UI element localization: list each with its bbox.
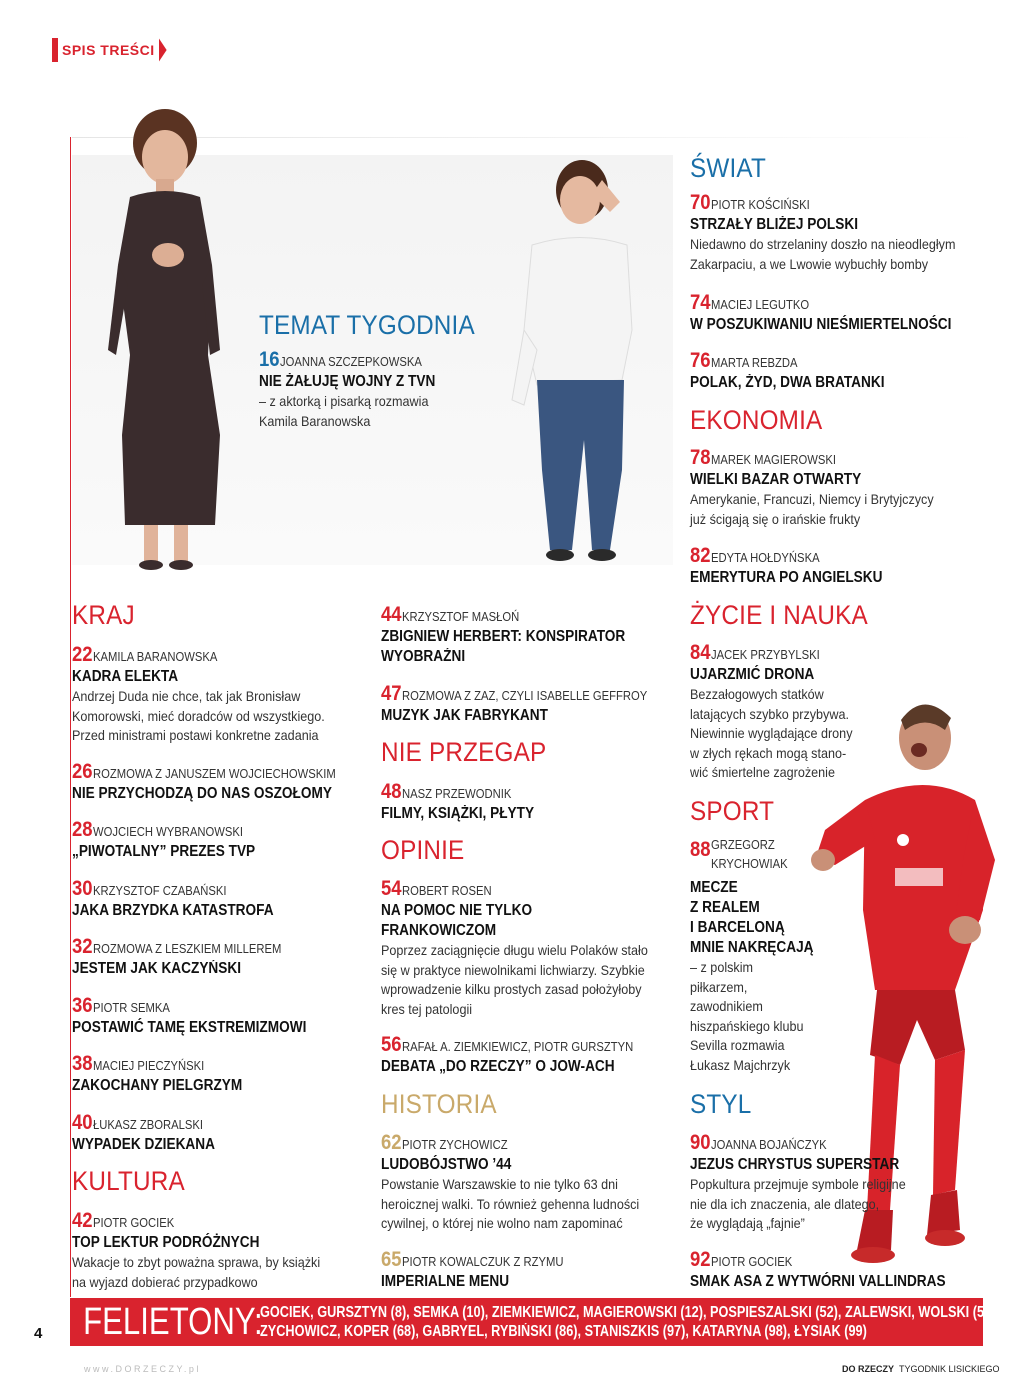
- page-number: 30: [72, 877, 93, 900]
- page-number-footer: 4: [34, 1325, 43, 1342]
- page-number: 32: [72, 935, 93, 958]
- section-title-sport: SPORT: [690, 796, 775, 826]
- brand-subtitle: TYGODNIK LISICKIEGO: [899, 1364, 1000, 1374]
- article-desc-line: nie dla ich znaczenia, ale dlatego,: [690, 1195, 880, 1212]
- author: KAMILA BARANOWSKA: [93, 650, 218, 664]
- toc-entry-54[interactable]: [381, 879, 678, 1019]
- article-title: MECZE: [690, 879, 738, 896]
- author: ROZMOWA Z ZAZ, CZYLI ISABELLE GEFFROY: [402, 689, 648, 703]
- author: PIOTR GOCIEK: [711, 1255, 793, 1269]
- toc-entry-56[interactable]: [381, 1035, 659, 1077]
- article-desc-line: Sevilla rozmawia: [690, 1037, 785, 1053]
- article-title: WIELKI BAZAR OTWARTY: [690, 471, 862, 488]
- section-title-historia: HISTORIA: [381, 1089, 497, 1119]
- page-number: 65: [381, 1248, 402, 1271]
- section-title-kultura: KULTURA: [72, 1166, 185, 1196]
- felietony-label: FELIETONY:: [83, 1300, 263, 1343]
- page-number: 74: [690, 291, 711, 314]
- article-desc-line: wić śmiertelne zagrożenie: [690, 764, 835, 780]
- author: KRZYSZTOF MASŁOŃ: [402, 610, 520, 624]
- header-bar-left: [52, 38, 58, 62]
- article-title: TOP LEKTUR PODRÓŻNYCH: [72, 1234, 260, 1251]
- page-number: 26: [72, 760, 93, 783]
- author: WOJCIECH WYBRANOWSKI: [93, 825, 244, 839]
- article-desc-line: zawodnikiem: [690, 998, 763, 1014]
- toc-entry-84[interactable]: [690, 643, 871, 783]
- author: ROBERT ROSEN: [402, 884, 492, 898]
- author: KRYCHOWIAK: [711, 857, 789, 871]
- toc-entry-92[interactable]: [690, 1250, 980, 1292]
- author: GRZEGORZ: [711, 838, 776, 852]
- toc-entry-65[interactable]: [381, 1250, 582, 1292]
- page-number: 38: [72, 1052, 93, 1075]
- article-desc-line: na wyjazd dobierać przypadkowo: [72, 1273, 258, 1290]
- page-number: 16: [259, 348, 280, 371]
- page-number: 70: [690, 191, 711, 214]
- toc-entry-78[interactable]: [690, 448, 961, 529]
- toc-entry-76[interactable]: [690, 351, 911, 393]
- article-desc-line: Powstanie Warszawskie to nie tylko 63 dni: [381, 1176, 618, 1192]
- brand-name: DO RZECZY: [842, 1364, 895, 1374]
- article-title: NIE PRZYCHODZĄ DO NAS OSZOŁOMY: [72, 785, 332, 802]
- toc-entry-30[interactable]: [72, 879, 301, 921]
- page-number: 42: [72, 1209, 93, 1232]
- toc-entry-40[interactable]: [72, 1113, 234, 1155]
- article-title: STRZAŁY BLIŻEJ POLSKI: [690, 216, 858, 233]
- page-number: 78: [690, 446, 711, 469]
- author: PIOTR KOŚCIŃSKI: [711, 198, 811, 212]
- article-desc-line: Komorowski, mieć doradców od wszystkiego.: [72, 707, 325, 724]
- article-desc-line: się w praktyce niewolnikami lichwiarzy. Szybkie: [381, 961, 645, 978]
- toc-entry-74[interactable]: [690, 293, 987, 335]
- article-title: EMERYTURA PO ANGIELSKU: [690, 569, 883, 586]
- article-title: ZAKOCHANY PIELGRZYM: [72, 1077, 243, 1094]
- article-desc-line: już ścigają się o irańskie frukty: [690, 510, 861, 527]
- article-title: Z REALEM: [690, 899, 760, 916]
- article-desc-line: w złych rękach mogą stano-: [690, 744, 847, 761]
- article-title: DEBATA „DO RZECZY” O JOW-ACH: [381, 1058, 615, 1075]
- article-desc-line: Kamila Baranowska: [259, 412, 371, 429]
- author: JOANNA BOJAŃCZYK: [711, 1138, 828, 1152]
- article-desc-line: Poprzez zaciągnięcie długu wielu Polaków stało: [381, 942, 648, 958]
- article-desc-line: Łukasz Majchrzyk: [690, 1056, 791, 1073]
- article-title: JAKA BRZYDKA KATASTROFA: [72, 902, 274, 919]
- header-label: SPIS TREŚCI: [62, 42, 155, 58]
- page-number: 22: [72, 643, 93, 666]
- article-desc-line: kres tej patologii: [381, 1000, 473, 1017]
- page-number: 40: [72, 1111, 93, 1134]
- article-title: MNIE NAKRĘCAJĄ: [690, 939, 814, 956]
- article-title: ZBIGNIEW HERBERT: KONSPIRATOR: [381, 628, 626, 645]
- brand-footer: [842, 1364, 1000, 1374]
- toc-entry-88[interactable]: [690, 838, 830, 1075]
- article-title: POSTAWIĆ TAMĘ EKSTREMIZMOWI: [72, 1019, 307, 1036]
- article-title: LUDOBÓJSTWO ’44: [381, 1156, 512, 1173]
- article-title: IMPERIALNE MENU: [381, 1273, 510, 1290]
- toc-entry-82[interactable]: [690, 546, 909, 588]
- author: NASZ PRZEWODNIK: [402, 787, 512, 801]
- author: ROZMOWA Z JANUSZEM WOJCIECHOWSKIM: [93, 767, 337, 781]
- toc-entry-42[interactable]: [72, 1211, 348, 1292]
- toc-entry-32[interactable]: [72, 937, 303, 979]
- author: PIOTR GOCIEK: [93, 1216, 175, 1230]
- author: RAFAŁ A. ZIEMKIEWICZ, PIOTR GURSZTYN: [402, 1040, 634, 1054]
- page-number: 88: [690, 838, 711, 861]
- article-desc-line: hiszpańskiego klubu: [690, 1017, 804, 1034]
- page-number: 90: [690, 1131, 711, 1154]
- section-title-ekonomia: EKONOMIA: [690, 405, 823, 435]
- article-title: NA POMOC NIE TYLKO: [381, 902, 533, 919]
- article-title: KADRA ELEKTA: [72, 668, 179, 685]
- author: ŁUKASZ ZBORALSKI: [93, 1118, 204, 1132]
- article-desc-line: – z polskim: [690, 959, 754, 975]
- article-desc-line: Popkultura przejmuje symbole religijne: [690, 1176, 906, 1192]
- article-title: UJARZMIĆ DRONA: [690, 666, 815, 683]
- toc-entry-16[interactable]: [259, 350, 459, 431]
- article-title: FRANKOWICZOM: [381, 922, 497, 939]
- page-number: 84: [690, 641, 711, 664]
- article-desc-line: Przed ministrami postawi konkretne zadania: [72, 727, 319, 743]
- article-title: JEZUS CHRYSTUS SUPERSTAR: [690, 1156, 900, 1173]
- page-number: 47: [381, 682, 402, 705]
- article-desc-line: – z aktorką i pisarką rozmawia: [259, 393, 429, 409]
- article-desc-line: Wakacje to zbyt poważna sprawa, by książki: [72, 1254, 321, 1270]
- article-title: WYOBRAŹNI: [381, 648, 466, 665]
- article-desc-line: Bezzałogowych statków: [690, 686, 824, 702]
- article-title: SMAK ASA Z WYTWÓRNI VALLINDRAS: [690, 1273, 946, 1290]
- author: PIOTR SEMKA: [93, 1001, 171, 1015]
- article-title: FILMY, KSIĄŻKI, PŁYTY: [381, 805, 535, 822]
- article-desc-line: cywilnej, o której nie wolno nam zapominać: [381, 1215, 623, 1231]
- section-title-nie-przegap: NIE PRZEGAP: [381, 737, 547, 767]
- author: PIOTR ZYCHOWICZ: [402, 1138, 508, 1152]
- article-title: NIE ŻAŁUJĘ WOJNY Z TVN: [259, 373, 436, 390]
- toc-entry-26[interactable]: [72, 762, 367, 804]
- article-desc-line: Niedawno do strzelaniny doszło na nieodległym: [690, 236, 956, 252]
- author: MARTA REBZDA: [711, 356, 798, 370]
- toc-entry-38[interactable]: [72, 1054, 265, 1096]
- page-number: 28: [72, 818, 93, 841]
- page-number: 48: [381, 780, 402, 803]
- page-number: 56: [381, 1033, 402, 1056]
- author: EDYTA HOŁDYŃSKA: [711, 551, 820, 565]
- page-number: 76: [690, 349, 711, 372]
- toc-entry-62[interactable]: [381, 1133, 668, 1234]
- toc-entry-44[interactable]: [381, 605, 659, 667]
- article-title: „PIWOTALNY” PREZES TVP: [72, 843, 256, 860]
- toc-entry-47[interactable]: [381, 684, 675, 726]
- section-title-kraj: KRAJ: [72, 600, 135, 630]
- page-number: 44: [381, 603, 402, 626]
- author: ROZMOWA Z LESZKIEM MILLEREM: [93, 942, 282, 956]
- author: PIOTR KOWALCZUK Z RZYMU: [402, 1255, 564, 1269]
- toc-entry-70[interactable]: [690, 193, 985, 274]
- toc-entry-90[interactable]: [690, 1133, 930, 1234]
- toc-entry-36[interactable]: [72, 996, 338, 1038]
- author: MAREK MAGIEROWSKI: [711, 453, 837, 467]
- article-title: W POSZUKIWANIU NIEŚMIERTELNOŚCI: [690, 316, 952, 333]
- author: JOANNA SZCZEPKOWSKA: [280, 355, 423, 369]
- section-title-zycie: ŻYCIE I NAUKA: [690, 600, 868, 630]
- section-title-temat: TEMAT TYGODNIA: [259, 310, 475, 340]
- page-number: 54: [381, 877, 402, 900]
- article-desc-line: latających szybko przybywa.: [690, 705, 849, 722]
- section-title-swiat: ŚWIAT: [690, 153, 767, 183]
- article-desc-line: wprowadzenie kilku prostych zasad położyłoby: [381, 981, 642, 997]
- toc-entry-48[interactable]: [381, 782, 555, 824]
- header-arrow-right: [159, 38, 167, 62]
- article-desc-line: Niewinnie wyglądające drony: [690, 725, 853, 741]
- article-title: I BARCELONĄ: [690, 919, 785, 936]
- page-number: 36: [72, 994, 93, 1017]
- article-title: WYPADEK DZIEKANA: [72, 1136, 215, 1153]
- woman-white-shirt-photo: [492, 150, 642, 570]
- article-title: JESTEM JAK KACZYŃSKI: [72, 960, 242, 977]
- page-number: 92: [690, 1248, 711, 1271]
- article-desc-line: heroicznej walki. To również gehenna ludności: [381, 1195, 640, 1212]
- page-number: 82: [690, 544, 711, 567]
- author: MACIEJ PIECZYŃSKI: [93, 1059, 205, 1073]
- article-title: MUZYK JAK FABRYKANT: [381, 707, 548, 724]
- felietony-list-line[interactable]: ZYCHOWICZ, KOPER (68), GABRYEL, RYBIŃSKI (86), STANISZKIS (97), KATARYNA (98), ŁYSIAK (99): [260, 1323, 867, 1340]
- article-title: POLAK, ŻYD, DWA BRATANKI: [690, 374, 885, 391]
- toc-entry-28[interactable]: [72, 820, 280, 862]
- article-desc-line: że wyglądają „fajnie”: [690, 1215, 805, 1231]
- felietony-list-line[interactable]: GOCIEK, GURSZTYN (8), SEMKA (10), ZIEMKIEWICZ, MAGIEROWSKI (12), POSPIESZALSKI (52), ZALEWSKI, WOLSKI (53),: [260, 1304, 999, 1321]
- section-header: [52, 38, 167, 62]
- website-url: www.DORZECZY.pl: [84, 1364, 201, 1374]
- author: JACEK PRZYBYLSKI: [711, 648, 821, 662]
- toc-entry-22[interactable]: [72, 645, 353, 746]
- section-title-styl: STYL: [690, 1089, 752, 1119]
- page-number: 62: [381, 1131, 402, 1154]
- article-desc-line: Andrzej Duda nie chce, tak jak Bronisław: [72, 688, 301, 704]
- author: MACIEJ LEGUTKO: [711, 298, 810, 312]
- article-desc-line: Amerykanie, Francuzi, Niemcy i Brytyjczycy: [690, 491, 934, 507]
- section-title-opinie: OPINIE: [381, 835, 465, 865]
- article-desc-line: piłkarzem,: [690, 978, 748, 995]
- felietony-bar: [70, 1298, 999, 1346]
- article-desc-line: Zakarpaciu, a we Lwowie wybuchły bomby: [690, 255, 929, 272]
- woman-black-dress-photo: [70, 105, 240, 570]
- author: KRZYSZTOF CZABAŃSKI: [93, 884, 227, 898]
